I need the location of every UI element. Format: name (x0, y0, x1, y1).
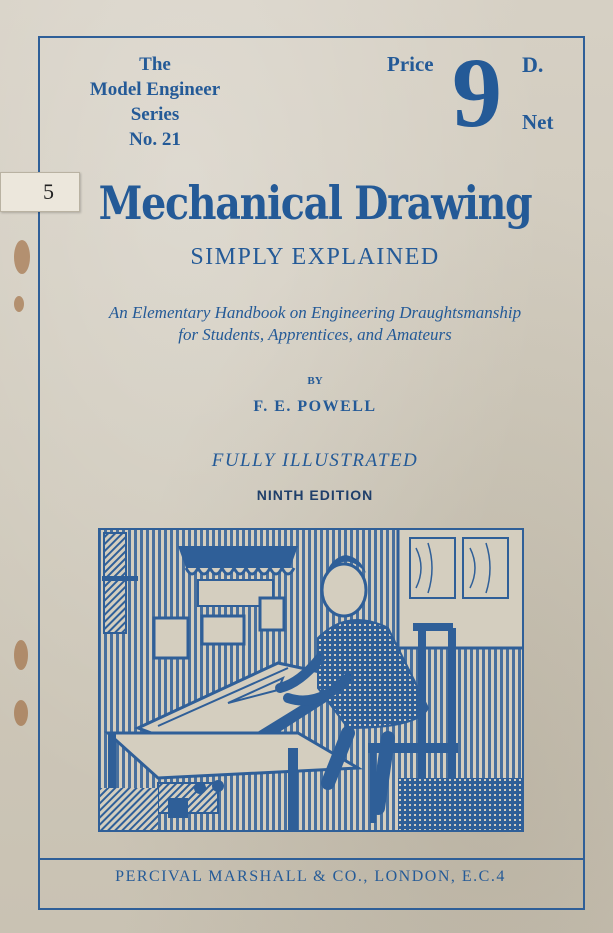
publisher-imprint: PERCIVAL MARSHALL & CO., LONDON, E.C.4 (115, 868, 506, 885)
book-title: Mechanical Drawing (98, 176, 532, 230)
draughtsman-illustration (98, 528, 524, 832)
by-label: BY (307, 375, 323, 387)
series-number: No. 21 (129, 129, 181, 150)
series-line: Series (130, 104, 180, 125)
illustrated-note: FULLY ILLUSTRATED (211, 450, 419, 471)
series-name: Model Engineer (89, 79, 221, 100)
author-name: F. E. POWELL (253, 398, 377, 415)
series-line: The (139, 54, 171, 75)
rust-stain (14, 296, 24, 312)
rust-stain (14, 240, 30, 274)
description-line: An Elementary Handbook on Engineering Draughtsmanship (108, 303, 522, 322)
price-amount: 9 (452, 37, 502, 148)
rust-stain (14, 700, 28, 726)
price-unit: D. (522, 52, 544, 77)
edition-label: NINTH EDITION (256, 487, 374, 503)
sticker-number: 5 (43, 179, 54, 204)
rust-stain (14, 640, 28, 670)
book-description (55, 302, 575, 346)
footer-divider (38, 858, 583, 860)
series-info (60, 52, 250, 152)
price-net: Net (522, 110, 554, 134)
library-sticker (0, 172, 80, 212)
price-label: Price (387, 52, 434, 76)
description-line: for Students, Apprentices, and Amateurs (178, 325, 452, 344)
book-subtitle: SIMPLY EXPLAINED (190, 244, 440, 270)
